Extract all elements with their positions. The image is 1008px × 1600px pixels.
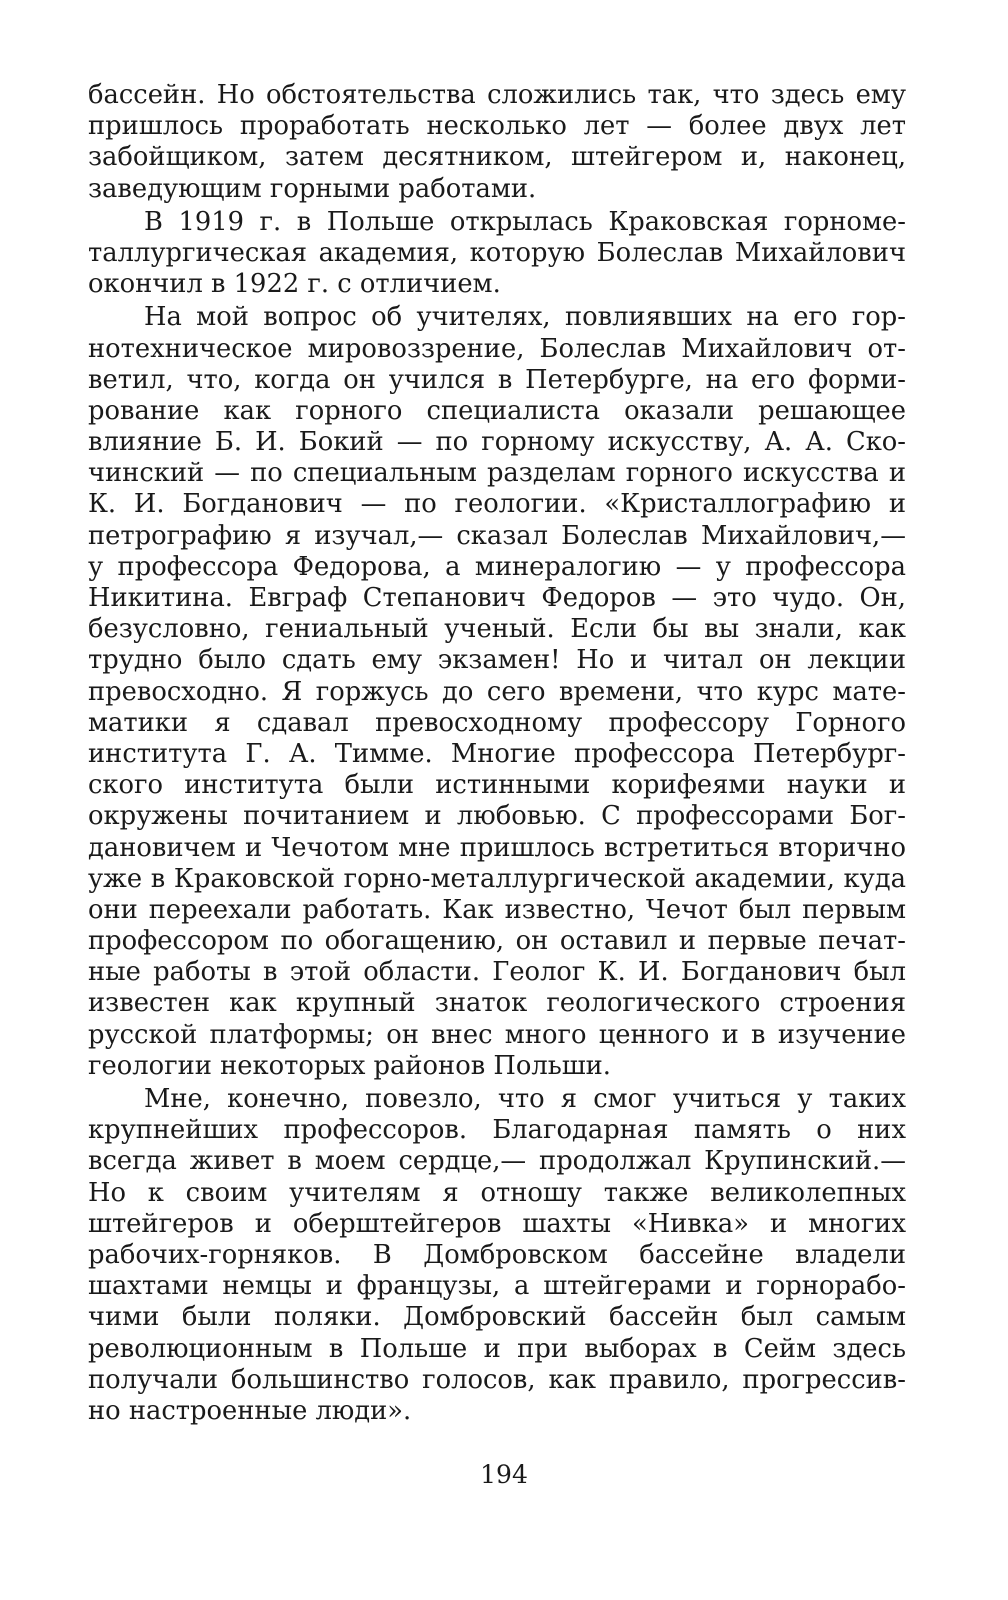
page-number: 194 xyxy=(480,1460,528,1489)
text-line: дановичем и Чечотом мне пришлось встретиться вторично xyxy=(88,832,906,863)
text-line: русской платформы; он внес много ценного и в изучение xyxy=(88,1019,906,1050)
paragraph xyxy=(88,1084,906,1427)
text-line: известен как крупный знаток геологического строения xyxy=(88,988,906,1019)
text-line: нотехническое мировоззрение, Болеслав Михайлович от- xyxy=(88,333,906,364)
text-line: института Г. А. Тимме. Многие профессора Петербург- xyxy=(88,738,906,769)
paragraph xyxy=(88,80,906,205)
text-line: крупнейших профессоров. Благодарная память о них xyxy=(88,1115,906,1146)
paragraph xyxy=(88,302,906,1082)
text-line: заведующим горными работами. xyxy=(88,173,537,204)
text-line: В 1919 г. в Польше открылась Краковская горноме- xyxy=(144,206,906,237)
text-line: пришлось проработать несколько лет — более двух лет xyxy=(88,111,906,142)
text-line: забойщиком, затем десятником, штейгером и, наконец, xyxy=(88,142,906,173)
text-line: матики я сдавал превосходному профессору Горного xyxy=(88,707,906,738)
text-line: ского института были истинными корифеями науки и xyxy=(88,770,906,801)
text-line: рабочих-горняков. В Домбровском бассейне владели xyxy=(88,1239,906,1270)
text-line: Никитина. Евграф Степанович Федоров — это чудо. Он, xyxy=(88,583,906,613)
text-line: бассейн. Но обстоятельства сложились так, что здесь ему xyxy=(88,80,906,110)
text-line: ные работы в этой области. Геолог К. И. Богданович был xyxy=(88,957,906,988)
text-line: но настроенные люди». xyxy=(88,1395,412,1426)
text-line: геологии некоторых районов Польши. xyxy=(88,1050,611,1081)
text-line: рование как горного специалиста оказали решающее xyxy=(88,395,906,426)
text-line: профессором по обогащению, он оставил и первые печат- xyxy=(88,926,906,957)
text-line: всегда живет в моем сердце,— продолжал Крупинский.— xyxy=(88,1146,906,1177)
text-line: окончил в 1922 г. с отличием. xyxy=(88,269,501,300)
text-line: чими были поляки. Домбровский бассейн был самым xyxy=(88,1302,906,1333)
text-line: Мне, конечно, повезло, что я смог учиться у таких xyxy=(144,1084,906,1114)
text-line: у профессора Федорова, а минералогию — у профессора xyxy=(88,551,906,582)
text-line: таллургическая академия, которую Болеслав Михайлович xyxy=(88,237,906,268)
text-line: революционным в Польше и при выборах в Сейм здесь xyxy=(88,1333,906,1364)
text-line: шахтами немцы и французы, а штейгерами и горнорабо- xyxy=(88,1271,906,1302)
text-line: безусловно, гениальный ученый. Если бы вы знали, как xyxy=(88,614,906,645)
text-line: ветил, что, когда он учился в Петербурге, на его форми- xyxy=(88,364,906,395)
text-line: К. И. Богданович — по геологии. «Кристаллографию и xyxy=(88,489,906,520)
text-line: окружены почитанием и любовью. С профессорами Бог- xyxy=(88,801,906,832)
text-line: трудно было сдать ему экзамен! Но и читал он лекции xyxy=(88,645,906,676)
text-line: превосходно. Я горжусь до сего времени, что курс мате- xyxy=(88,676,906,707)
text-line: На мой вопрос об учителях, повлиявших на его гор- xyxy=(144,302,906,333)
body-text xyxy=(88,80,906,1429)
text-line: они переехали работать. Как известно, Чечот был первым xyxy=(88,894,906,925)
text-line: уже в Краковской горно-металлургической академии, куда xyxy=(88,863,906,894)
text-line: получали большинство голосов, как правило, прогрессив- xyxy=(88,1364,906,1395)
text-line: петрографию я изучал,— сказал Болеслав Михайлович,— xyxy=(88,520,906,551)
text-line: Но к своим учителям я отношу также великолепных xyxy=(88,1177,906,1208)
text-line: штейгеров и оберштейгеров шахты «Нивка» и многих xyxy=(88,1208,906,1239)
text-line: чинский — по специальным разделам горного искусства и xyxy=(88,458,906,489)
text-line: влияние Б. И. Бокий — по горному искусству, А. А. Ско- xyxy=(88,427,906,458)
paragraph xyxy=(88,207,906,301)
